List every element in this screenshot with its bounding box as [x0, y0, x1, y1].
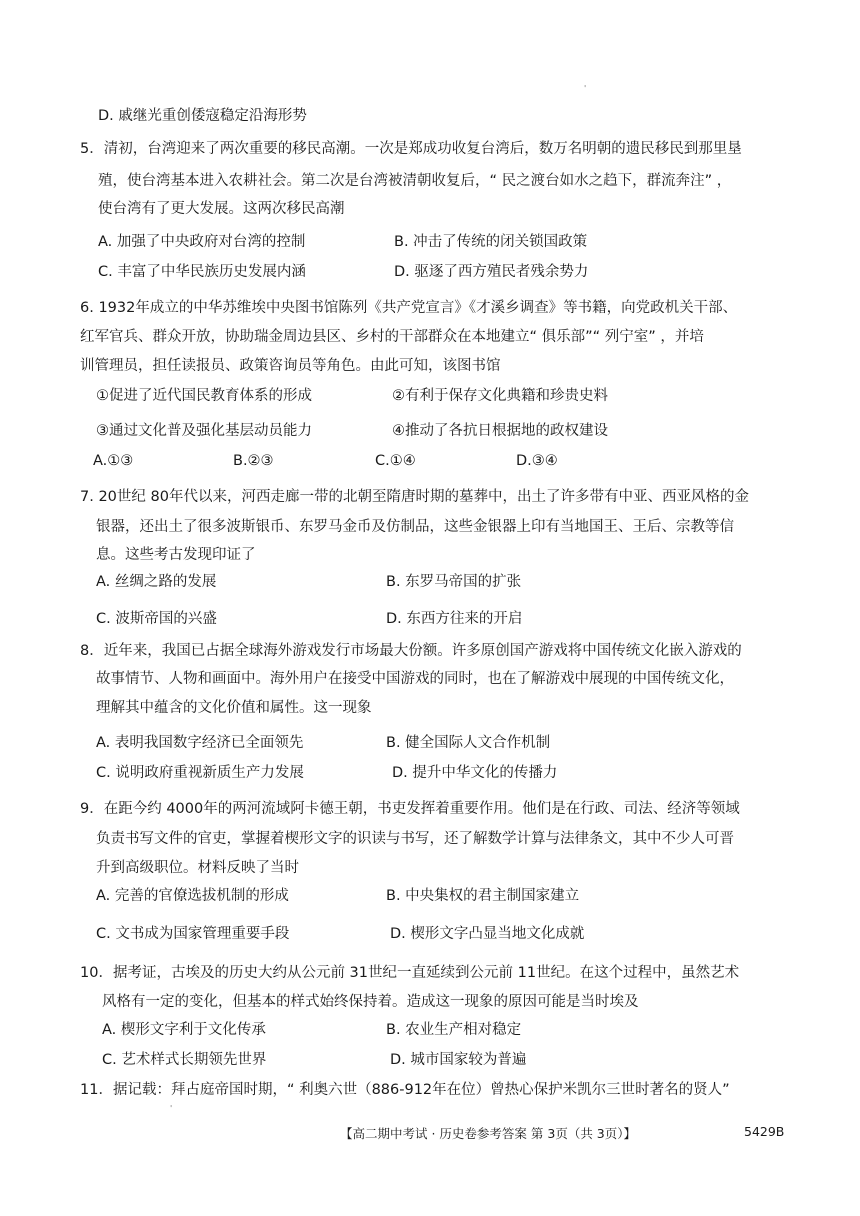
q10-stem-line2: 风格有一定的变化，但基本的样式始终保持着。造成这一现象的原因可能是当时埃及: [102, 994, 639, 1010]
q6-option-a: A.①③: [93, 453, 134, 469]
page-footer: 【高二期中考试 · 历史卷参考答案 第 3页（共 3页）】: [340, 1126, 636, 1141]
q9-option-d: D. 楔形文字凸显当地文化成就: [390, 926, 585, 942]
q8-option-a: A. 表明我国数字经济已全面领先: [96, 735, 304, 751]
q6-item-1: ①促进了近代国民教育体系的形成: [96, 388, 312, 404]
q9-stem-line2: 负责书写文件的官吏，掌握着楔形文字的识读与书写，还了解数学计算与法律条文，其中不少人可晋: [96, 831, 734, 847]
q6-option-c: C.①④: [375, 453, 416, 469]
q9-stem-line3: 升到高级职位。材料反映了当时: [96, 860, 299, 876]
q9-option-b: B. 中央集权的君主制国家建立: [386, 888, 580, 904]
q7-stem-line3: 息。这些考古发现印证了: [96, 547, 256, 563]
q7-option-b: B. 东罗马帝国的扩张: [386, 574, 522, 590]
q6-stem-line3: 训管理员，担任读报员、政策咨询员等角色。由此可知，该图书馆: [80, 358, 501, 374]
q8-stem-line1: 8．近年来，我国已占据全球海外游戏发行市场最大份额。许多原创国产游戏将中国传统文化嵌入游戏的: [80, 643, 742, 659]
q5-stem-line2: 殖，使台湾基本进入农耕社会。第二次是台湾被清朝收复后，“ 民之渡台如水之趋下，群流奔注” ，: [98, 173, 732, 189]
q6-item-2: ②有利于保存文化典籍和珍贵史料: [392, 388, 608, 404]
q6-item-3: ③通过文化普及强化基层动员能力: [96, 423, 312, 439]
q5-stem-line1: 5．清初，台湾迎来了两次重要的移民高潮。一次是郑成功收复台湾后，数万名明朝的遗民移民到那里垦: [80, 141, 742, 157]
q7-stem-line1: 7. 20世纪 80年代以来，河西走廊一带的北朝至隋唐时期的墓葬中，出土了许多带有中亚、西亚风格的金: [80, 489, 749, 505]
q7-option-d: D. 东西方往来的开启: [386, 611, 523, 627]
q5-option-d: D. 驱逐了西方殖民者残余势力: [394, 264, 589, 280]
q9-stem-line1: 9．在距今约 4000年的两河流域阿卡德王朝，书吏发挥着重要作用。他们是在行政、司法、经济等领域: [80, 801, 740, 817]
q6-option-b: B.②③: [233, 453, 274, 469]
q5-option-c: C. 丰富了中华民族历史发展内涵: [98, 264, 306, 280]
q6-option-d: D.③④: [516, 453, 558, 469]
q11-stem-line1: 11．据记载：拜占庭帝国时期，“ 利奥六世（886-912年在位）曾热心保护米凯尔三世时著名的贤人”: [80, 1082, 730, 1098]
q7-option-c: C. 波斯帝国的兴盛: [96, 611, 217, 627]
q7-stem-line2: 银器，还出土了很多波斯银币、东罗马金币及仿制品，这些金银器上印有当地国王、王后、宗教等信: [96, 519, 734, 535]
q4-option-d: D. 戚继光重创倭寇稳定沿海形势: [98, 108, 307, 124]
q5-stem-line3: 使台湾有了更大发展。这两次移民高潮: [98, 201, 345, 217]
q6-stem-line2: 红军官兵、群众开放，协助瑞金周边县区、乡村的干部群众在本地建立“ 俱乐部”“ 列宁室” ，并培: [80, 329, 704, 345]
document-code: 5429B: [744, 1124, 785, 1139]
q10-option-b: B. 农业生产相对稳定: [386, 1022, 522, 1038]
q6-item-4: ④推动了各抗日根据地的政权建设: [392, 423, 608, 439]
q10-stem-line1: 10．据考证，古埃及的历史大约从公元前 31世纪一直延续到公元前 11世纪。在这个过程中，虽然艺术: [80, 965, 740, 981]
q6-stem-line1: 6. 1932年成立的中华苏维埃中央图书馆陈列《共产党宣言》《才溪乡调查》等书籍，向党政机关干部、: [80, 300, 738, 316]
q10-option-a: A. 楔形文字利于文化传承: [102, 1022, 266, 1038]
scan-dot: ': [170, 1104, 173, 1113]
q9-option-c: C. 文书成为国家管理重要手段: [96, 926, 290, 942]
scan-dot: ': [584, 84, 587, 93]
q8-option-d: D. 提升中华文化的传播力: [392, 765, 558, 781]
q8-option-c: C. 说明政府重视新质生产力发展: [96, 765, 304, 781]
q10-option-c: C. 艺术样式长期领先世界: [102, 1052, 267, 1068]
q5-option-b: B. 冲击了传统的闭关锁国政策: [394, 234, 588, 250]
q7-option-a: A. 丝绸之路的发展: [96, 574, 217, 590]
q8-stem-line3: 理解其中蕴含的文化价值和属性。这一现象: [96, 700, 372, 716]
q5-option-a: A. 加强了中央政府对台湾的控制: [98, 234, 306, 250]
q10-option-d: D. 城市国家较为普遍: [390, 1052, 527, 1068]
q9-option-a: A. 完善的官僚选拔机制的形成: [96, 888, 289, 904]
q8-stem-line2: 故事情节、人物和画面中。海外用户在接受中国游戏的同时，也在了解游戏中展现的中国传统文化，: [96, 671, 734, 687]
q8-option-b: B. 健全国际人文合作机制: [386, 735, 551, 751]
